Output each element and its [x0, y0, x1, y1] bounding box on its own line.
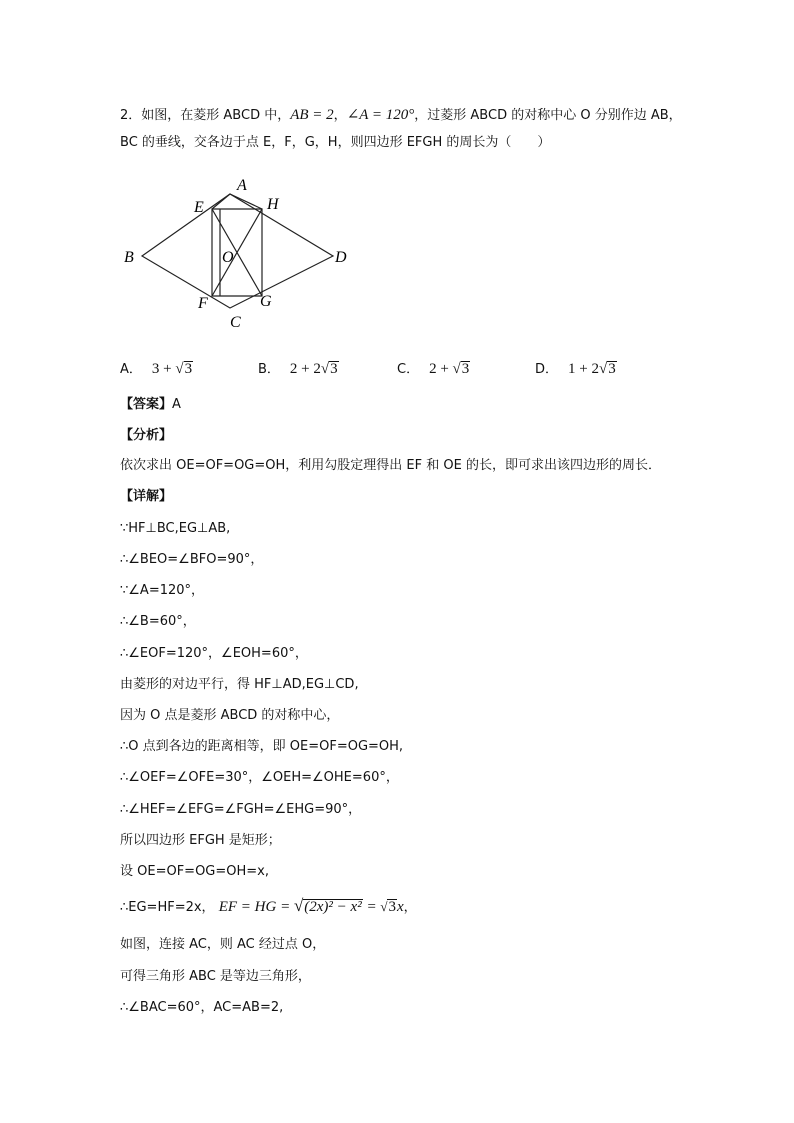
option-d-int: 1 + 2 — [568, 361, 599, 377]
sqrt-symbol-2: √ — [380, 899, 388, 914]
detail-header — [120, 488, 172, 506]
analysis-body: 依次求出 OE=OF=OG=OH，利用勾股定理得出 EF 和 OE 的长，即可求出该四边形的周长． — [120, 458, 661, 473]
question-text-2: BC 的垂线，交各边于点 E，F，G，H，则四边形 EFGH 的周长为（ ） — [120, 135, 551, 150]
analysis-text — [120, 457, 661, 475]
formula-sqrt3: 3 — [388, 899, 396, 915]
option-c-int: 2 + — [429, 361, 453, 377]
formula-x: x — [396, 899, 404, 915]
formula-lhs: EF = HG = — [218, 899, 294, 915]
option-a[interactable] — [120, 358, 193, 378]
detail-line: ∴∠EOF=120°，∠EOH=60°， — [120, 646, 308, 661]
detail-line: ∵∠A=120°， — [120, 583, 205, 598]
formula-equals: = — [362, 899, 381, 915]
option-d[interactable] — [535, 358, 617, 378]
detail-line: ∴∠BAC=60°，AC=AB=2, — [120, 1000, 284, 1015]
option-c[interactable] — [397, 358, 470, 378]
detail-line: 由菱形的对边平行，得 HF⊥AD,EG⊥CD, — [120, 677, 359, 692]
detail-formula-line — [120, 897, 417, 917]
detail-line: 设 OE=OF=OG=OH=x, — [120, 864, 269, 879]
analysis-header — [120, 427, 172, 445]
option-a-rad: 3 — [184, 361, 193, 377]
option-b[interactable] — [258, 358, 339, 378]
rhombus-figure — [110, 172, 370, 332]
segment-ea — [212, 194, 230, 209]
option-d-rad: 3 — [608, 361, 616, 377]
label-o: O — [222, 249, 234, 266]
detail-line: ∴∠B=60°， — [120, 614, 196, 629]
option-a-letter: A． — [120, 362, 142, 377]
option-d-expr: 1 + 2√3 — [568, 361, 616, 377]
option-b-expr: 2 + 2√3 — [289, 361, 338, 377]
label-c: C — [230, 314, 241, 331]
answer-line — [120, 396, 181, 414]
answer-header: 【答案】 — [120, 397, 173, 412]
detail-line: ∴∠BEO=∠BFO=90°， — [120, 552, 264, 567]
label-a: A — [237, 177, 247, 194]
detail-line: ∴∠OEF=∠OFE=30°，∠OEH=∠OHE=60°， — [120, 770, 399, 785]
label-f: F — [198, 295, 208, 312]
detail-line: 因为 O 点是菱形 ABCD 的对称中心， — [120, 708, 340, 723]
math-ab: AB = 2 — [290, 107, 334, 123]
math-angle: ∠A = 120° — [346, 107, 415, 123]
detail-line: ∴O 点到各边的距离相等，即 OE=OF=OG=OH, — [120, 739, 404, 754]
question-text-c: ，过菱形 ABCD 的对称中心 O 分别作边 AB， — [414, 108, 682, 123]
option-c-rad: 3 — [461, 361, 470, 377]
formula-end: ， — [403, 900, 417, 915]
option-a-int: 3 + — [151, 361, 176, 377]
option-c-letter: C． — [397, 362, 420, 377]
option-b-rad: 3 — [330, 361, 338, 377]
sqrt-symbol: √ — [293, 896, 304, 915]
formula-radicand: (2x)² − x² — [304, 899, 362, 915]
label-e: E — [194, 199, 204, 216]
question-text-b: ， — [333, 108, 347, 123]
label-b: B — [124, 249, 134, 266]
label-h: H — [267, 196, 279, 213]
detail-line: 所以四边形 EFGH 是矩形； — [120, 833, 281, 848]
label-d: D — [335, 249, 347, 266]
option-b-letter: B． — [258, 362, 280, 377]
detail-line: 如图，连接 AC，则 AC 经过点 O， — [120, 937, 326, 952]
detail-line: ∴∠HEF=∠EFG=∠FGH=∠EHG=90°， — [120, 802, 362, 817]
label-g: G — [260, 293, 272, 310]
question-line-1 — [120, 106, 682, 125]
option-b-int: 2 + 2 — [289, 361, 321, 377]
detail-header-text: 【详解】 — [120, 489, 173, 504]
detail-line: 可得三角形 ABC 是等边三角形， — [120, 969, 311, 984]
formula-prefix: ∴EG=HF=2x， — [120, 900, 215, 915]
option-d-letter: D． — [535, 362, 559, 377]
analysis-header-text: 【分析】 — [120, 428, 173, 443]
answer-value: A — [172, 397, 181, 412]
question-line-2 — [120, 134, 550, 152]
option-c-expr: 2 + √3 — [429, 361, 470, 377]
option-a-expr: 3 + √3 — [151, 361, 193, 377]
question-text-a: 2．如图，在菱形 ABCD 中， — [120, 108, 291, 123]
detail-line: ∵HF⊥BC,EG⊥AB, — [120, 521, 231, 536]
segment-ah — [230, 194, 262, 209]
